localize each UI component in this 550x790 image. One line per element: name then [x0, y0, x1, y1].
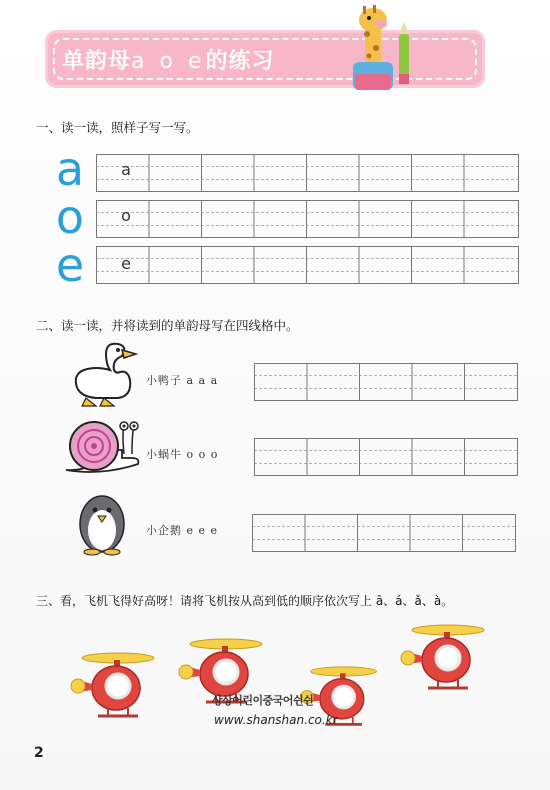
title-letters: a o e	[131, 49, 206, 74]
sample-letter-e: e	[121, 254, 131, 273]
section2-title: 二、读一读，并将读到的单韵母写在四线格中。	[36, 318, 299, 333]
writing-grid-a[interactable]	[96, 154, 519, 192]
writing-grid-penguin[interactable]	[252, 514, 516, 552]
writing-grid-e[interactable]	[96, 246, 519, 284]
big-letter-o: o	[55, 190, 85, 244]
helicopter-icon-4[interactable]	[398, 622, 490, 694]
writing-grid-duck[interactable]	[254, 363, 518, 401]
big-letter-a: a	[55, 142, 85, 196]
helicopter-icon-1[interactable]	[68, 650, 160, 722]
big-letter-e: e	[55, 238, 85, 292]
page-number: 2	[34, 745, 44, 761]
duck-icon	[66, 340, 144, 408]
duck-label: 小鸭子 a a a	[146, 374, 219, 387]
penguin-icon	[74, 488, 130, 556]
snail-icon	[62, 414, 144, 478]
giraffe-icon	[343, 4, 423, 96]
section3-title: 三、看，飞机飞得好高呀！请将飞机按从高到低的顺序依次写上 ā、á、ǎ、à。	[36, 594, 454, 608]
title-suffix: 的练习	[205, 49, 275, 74]
penguin-label: 小企鹅 e e e	[146, 524, 219, 537]
sample-letter-a: a	[121, 160, 131, 179]
snail-label: 小蜗牛 o o o	[146, 448, 219, 461]
watermark-url[interactable]: www.shanshan.co.kr	[214, 713, 338, 727]
writing-grid-snail[interactable]	[254, 438, 518, 476]
title-prefix: 单韵母	[62, 49, 132, 74]
sample-letter-o: o	[121, 206, 131, 225]
watermark-korean: 상상어린이중국어쉰쉰	[212, 694, 314, 707]
page-title	[62, 44, 275, 75]
writing-grid-o[interactable]	[96, 200, 519, 238]
section1-title: 一、读一读，照样子写一写。	[36, 120, 199, 135]
